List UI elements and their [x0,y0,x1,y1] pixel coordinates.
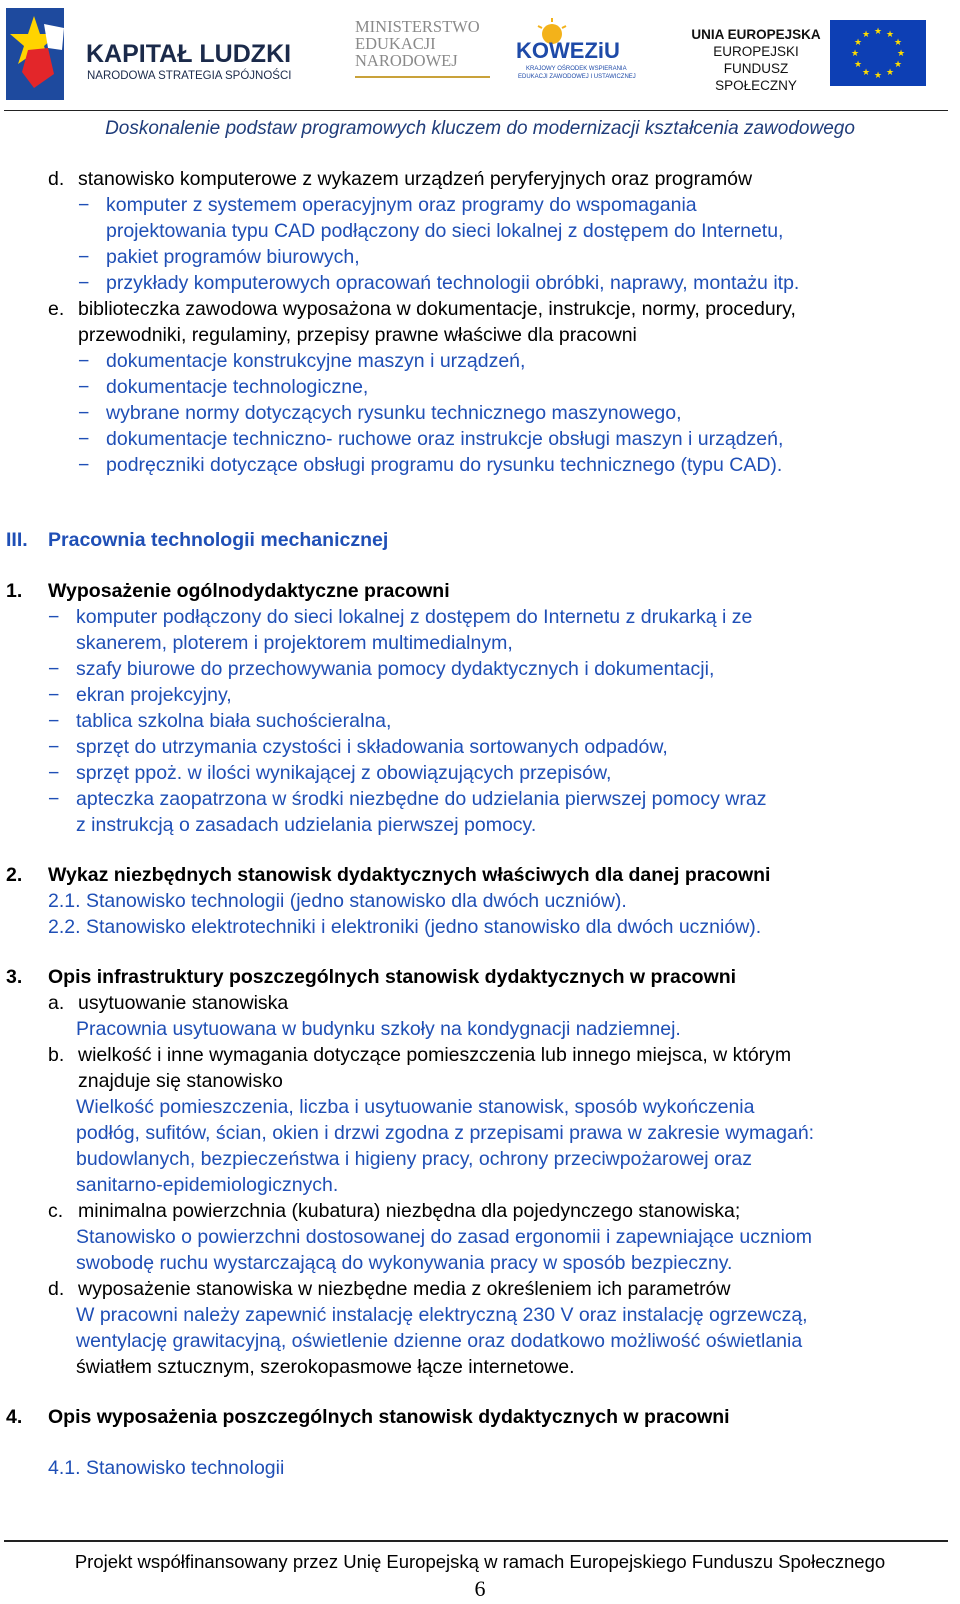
ue-line-3: FUNDUSZ SPOŁECZNY [715,61,797,93]
document-subtitle: Doskonalenie podstaw programowych kluczem do modernizacji kształcenia zawodowego [105,118,855,139]
text: swobodę ruchu wystarczającą do wykonywania pracy w sposób bezpieczny. [76,1252,733,1274]
marker: − [78,402,90,424]
marker: − [48,788,60,810]
marker: − [48,710,60,732]
koweziu-subtitle-1: KRAJOWY OŚRODEK WSPIERANIA [526,66,627,72]
text: wybrane normy dotyczących rysunku technicznego maszynowego, [106,402,682,424]
marker: c. [48,1200,64,1222]
text: szafy biurowe do przechowywania pomocy dydaktycznych i dokumentacji, [76,658,715,680]
text: projektowania typu CAD podłączony do sieci lokalnej z dostępem do Internetu, [106,220,784,242]
text: podłóg, sufitów, ścian, okien i drzwi zgodna z przepisami prawa w zakresie wymagań: [76,1122,815,1144]
eu-flag-icon [830,20,926,86]
svg-text:★: ★ [850,49,860,59]
text: wentylację grawitacyjną, oświetlenie dzienne oraz dodatkowo możliwość oświetlania [76,1330,803,1352]
svg-text:★: ★ [861,30,871,40]
marker: − [48,684,60,706]
ue-line-2: EUROPEJSKI [713,44,799,59]
svg-text:★: ★ [885,30,895,40]
text: przewodniki, regulaminy, przepisy prawne właściwe dla pracowni [78,324,637,346]
marker: − [78,246,90,268]
koweziu-title: KOWEZiU [516,38,620,63]
text: sanitarno-epidemiologicznych. [76,1174,339,1196]
svg-text:★: ★ [861,68,871,78]
footer-text: Projekt współfinansowany przez Unię Europejską w ramach Europejskiego Funduszu Społecznego [74,1551,886,1572]
text: Opis wyposażenia poszczególnych stanowisk dydaktycznych w pracowni [48,1406,730,1428]
page-number: 6 [474,1576,486,1601]
text: Wielkość pomieszczenia, liczba i usytuowanie stanowisk, sposób wykończenia [76,1096,755,1118]
marker: d. [48,168,65,190]
marker: a. [48,992,65,1014]
marker: − [78,272,90,294]
text: 2.2. Stanowisko elektrotechniki i elektroniki (jedno stanowisko dla dwóch uczniów). [48,916,762,938]
header-rule [4,110,948,111]
koweziu-subtitle-2: EDUKACJI ZAWODOWEJ I USTAWICZNEJ [518,74,636,80]
text: komputer podłączony do sieci lokalnej z dostępem do Internetu z drukarką i ze [76,606,753,628]
text: Pracownia technologii mechanicznej [48,529,389,551]
marker: 3. [6,966,23,988]
text: W pracowni należy zapewnić instalację elektryczną 230 V oraz instalację ogrzewczą, [76,1304,808,1326]
text: znajduje się stanowisko [78,1070,283,1092]
text: budowlanych, bezpieczeństwa i higieny pracy, ochrony przeciwpożarowej oraz [76,1148,752,1170]
marker: − [78,454,90,476]
marker: b. [48,1044,65,1066]
marker: 1. [6,580,23,602]
kapital-ludzki-title: KAPITAŁ LUDZKI [86,40,292,68]
svg-text:★: ★ [873,71,883,81]
text: dokumentacje techniczno- ruchowe oraz instrukcje obsługi maszyn i urządzeń, [106,428,784,450]
text: 4.1. Stanowisko technologii [48,1457,285,1479]
marker: − [78,194,90,216]
text: ekran projekcyjny, [76,684,232,706]
text: Wykaz niezbędnych stanowisk dydaktycznych właściwych dla danej pracowni [48,864,771,886]
text: przykłady komputerowych opracowań technologii obróbki, naprawy, montażu itp. [106,272,800,294]
men-line-2: EDUKACJI [355,34,436,53]
ue-line-1: UNIA EUROPEJSKA [691,27,821,42]
marker: − [48,762,60,784]
marker: III. [6,529,28,551]
text: pakiet programów biurowych, [106,246,360,268]
kapital-ludzki-subtitle: NARODOWA STRATEGIA SPÓJNOŚCI [87,70,292,82]
text: światłem sztucznym, szerokopasmowe łącze internetowe. [76,1356,575,1378]
text: podręczniki dotyczące obsługi programu do rysunku technicznego (typu CAD). [106,454,783,476]
marker: e. [48,298,65,320]
text: sprzęt ppoż. w ilości wynikającej z obowiązujących przepisów, [76,762,612,784]
text: skanerem, ploterem i projektorem multimedialnym, [76,632,513,654]
text: wyposażenie stanowiska w niezbędne media z określeniem ich parametrów [78,1278,731,1300]
men-line-1: MINISTERSTWO [355,17,480,36]
text: sprzęt do utrzymania czystości i składowania sortowanych odpadów, [76,736,668,758]
text: dokumentacje konstrukcyjne maszyn i urządzeń, [106,350,526,372]
men-logo [355,18,495,88]
text: wielkość i inne wymagania dotyczące pomieszczenia lub innego miejsca, w którym [78,1044,792,1066]
text: dokumentacje technologiczne, [106,376,369,398]
footer-rule [4,1540,948,1542]
svg-text:★: ★ [873,27,883,37]
marker: − [48,658,60,680]
text: z instrukcją o zasadach udzielania pierwszej pomocy. [76,814,537,836]
text: biblioteczka zawodowa wyposażona w dokumentacje, instrukcje, normy, procedury, [78,298,796,320]
svg-text:★: ★ [853,38,863,48]
men-line-3: NARODOWEJ [355,51,458,70]
ue-text-logo [686,26,826,93]
text: Opis infrastruktury poszczególnych stanowisk dydaktycznych w pracowni [48,966,737,988]
kapital-ludzki-emblem-icon [4,4,74,104]
svg-text:★: ★ [896,49,906,59]
text: apteczka zaopatrzona w środki niezbędne do udzielania pierwszej pomocy wraz [76,788,767,810]
text: 2.1. Stanowisko technologii (jedno stanowisko dla dwóch uczniów). [48,890,627,912]
marker: − [78,428,90,450]
text: komputer z systemem operacyjnym oraz programy do wspomagania [106,194,697,216]
logo-bar [0,0,960,115]
men-underline [355,76,490,78]
text: usytuowanie stanowiska [78,992,289,1014]
marker: − [78,376,90,398]
marker: − [48,606,60,628]
text: Pracownia usytuowana w budynku szkoły na kondygnacji nadziemnej. [76,1018,681,1040]
svg-text:★: ★ [893,60,903,70]
marker: − [78,350,90,372]
svg-text:★: ★ [893,38,903,48]
marker: 4. [6,1406,23,1428]
kapital-ludzki-logo [4,4,304,104]
koweziu-logo [512,16,642,86]
marker: 2. [6,864,23,886]
text: Stanowisko o powierzchni dostosowanej do zasad ergonomii i zapewniające uczniom [76,1226,812,1248]
text: minimalna powierzchnia (kubatura) niezbędna dla pojedynczego stanowiska; [78,1200,741,1222]
text: stanowisko komputerowe z wykazem urządzeń peryferyjnych oraz programów [78,168,753,190]
marker: d. [48,1278,65,1300]
svg-text:★: ★ [885,68,895,78]
svg-text:★: ★ [853,60,863,70]
text: Wyposażenie ogólnodydaktyczne pracowni [48,580,450,602]
marker: − [48,736,60,758]
text: tablica szkolna biała suchościeralna, [76,710,392,732]
